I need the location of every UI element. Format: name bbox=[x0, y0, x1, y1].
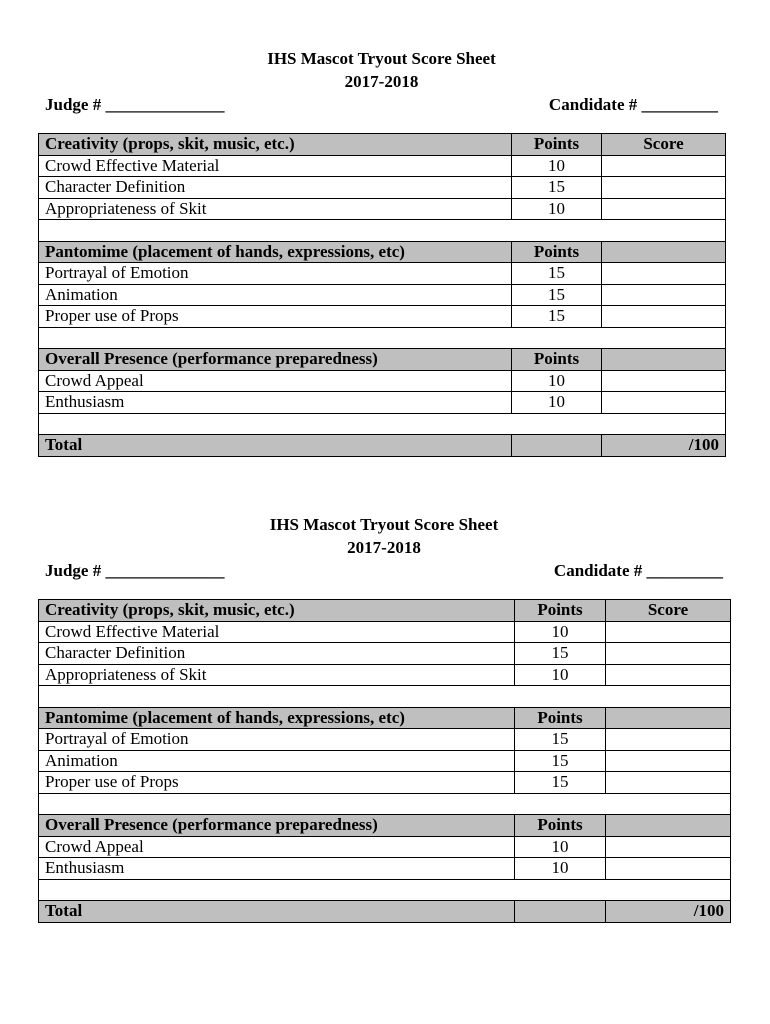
candidate-number-field[interactable]: Candidate # _________ bbox=[548, 95, 718, 114]
criterion-points: 15 bbox=[512, 263, 602, 285]
total-label: Total bbox=[39, 435, 512, 457]
score-sheet-2 bbox=[38, 513, 730, 923]
criterion-label: Crowd Effective Material bbox=[39, 155, 512, 177]
table-row bbox=[39, 370, 726, 392]
points-header: Points bbox=[512, 349, 602, 371]
spacer-cell bbox=[39, 879, 731, 901]
criterion-points: 15 bbox=[512, 306, 602, 328]
spacer-cell bbox=[39, 413, 726, 435]
score-header bbox=[602, 349, 726, 371]
section-header: Creativity (props, skit, music, etc.) bbox=[39, 134, 512, 156]
criterion-points: 10 bbox=[515, 664, 606, 686]
criterion-points: 10 bbox=[512, 392, 602, 414]
total-points-cell bbox=[515, 901, 606, 923]
section-header: Pantomime (placement of hands, expressions, etc) bbox=[39, 241, 512, 263]
score-entry-cell[interactable] bbox=[606, 664, 731, 686]
criterion-label: Proper use of Props bbox=[39, 772, 515, 794]
section-header: Creativity (props, skit, music, etc.) bbox=[39, 600, 515, 622]
spacer-cell bbox=[39, 327, 726, 349]
criterion-points: 15 bbox=[515, 750, 606, 772]
table-row bbox=[39, 836, 731, 858]
score-entry-cell[interactable] bbox=[606, 858, 731, 880]
score-header bbox=[606, 707, 731, 729]
total-value[interactable]: /100 bbox=[602, 435, 726, 457]
score-entry-cell[interactable] bbox=[606, 729, 731, 751]
criterion-label: Crowd Appeal bbox=[39, 836, 515, 858]
criterion-label: Portrayal of Emotion bbox=[39, 263, 512, 285]
sheet-title: IHS Mascot Tryout Score Sheet bbox=[267, 49, 496, 68]
score-entry-cell[interactable] bbox=[602, 392, 726, 414]
table-row bbox=[39, 664, 731, 686]
table-row bbox=[39, 729, 731, 751]
points-header: Points bbox=[512, 241, 602, 263]
score-table bbox=[38, 133, 726, 457]
criterion-points: 10 bbox=[512, 370, 602, 392]
spacer-row bbox=[39, 327, 726, 349]
criterion-label: Character Definition bbox=[39, 643, 515, 665]
judge-candidate-line bbox=[38, 559, 730, 585]
criterion-label: Animation bbox=[39, 284, 512, 306]
table-row bbox=[39, 263, 726, 285]
points-header: Points bbox=[515, 815, 606, 837]
total-row bbox=[39, 901, 731, 923]
criterion-label: Enthusiasm bbox=[39, 858, 515, 880]
score-entry-cell[interactable] bbox=[606, 772, 731, 794]
score-sheet-1 bbox=[38, 47, 725, 457]
criterion-label: Proper use of Props bbox=[39, 306, 512, 328]
score-entry-cell[interactable] bbox=[602, 177, 726, 199]
points-header: Points bbox=[512, 134, 602, 156]
score-entry-cell[interactable] bbox=[606, 643, 731, 665]
table-row bbox=[39, 858, 731, 880]
criterion-points: 15 bbox=[512, 177, 602, 199]
section-header-row bbox=[39, 600, 731, 622]
score-entry-cell[interactable] bbox=[602, 155, 726, 177]
spacer-cell bbox=[39, 220, 726, 242]
criterion-points: 10 bbox=[515, 836, 606, 858]
total-points-cell bbox=[512, 435, 602, 457]
criterion-points: 10 bbox=[515, 858, 606, 880]
score-table bbox=[38, 599, 731, 923]
criterion-label: Portrayal of Emotion bbox=[39, 729, 515, 751]
score-entry-cell[interactable] bbox=[606, 750, 731, 772]
section-header-row bbox=[39, 707, 731, 729]
score-header: Score bbox=[602, 134, 726, 156]
score-entry-cell[interactable] bbox=[602, 370, 726, 392]
sheet-year: 2017-2018 bbox=[347, 538, 421, 557]
criterion-label: Appropriateness of Skit bbox=[39, 198, 512, 220]
criterion-points: 10 bbox=[512, 198, 602, 220]
section-header: Overall Presence (performance preparedness) bbox=[39, 815, 515, 837]
criterion-points: 15 bbox=[512, 284, 602, 306]
sheet-title: IHS Mascot Tryout Score Sheet bbox=[269, 515, 499, 534]
points-header: Points bbox=[515, 707, 606, 729]
criterion-label: Animation bbox=[39, 750, 515, 772]
table-row bbox=[39, 621, 731, 643]
score-entry-cell[interactable] bbox=[602, 198, 726, 220]
table-row bbox=[39, 198, 726, 220]
candidate-number-field[interactable]: Candidate # _________ bbox=[553, 561, 723, 580]
criterion-label: Enthusiasm bbox=[39, 392, 512, 414]
criterion-points: 10 bbox=[515, 621, 606, 643]
table-row bbox=[39, 643, 731, 665]
criterion-points: 15 bbox=[515, 643, 606, 665]
spacer-row bbox=[39, 879, 731, 901]
judge-number-field[interactable]: Judge # ______________ bbox=[45, 561, 225, 580]
spacer-row bbox=[39, 686, 731, 708]
score-header bbox=[606, 815, 731, 837]
section-header-row bbox=[39, 134, 726, 156]
judge-candidate-line bbox=[38, 93, 725, 119]
section-header: Pantomime (placement of hands, expressions, etc) bbox=[39, 707, 515, 729]
score-entry-cell[interactable] bbox=[602, 306, 726, 328]
section-header-row bbox=[39, 815, 731, 837]
criterion-label: Crowd Appeal bbox=[39, 370, 512, 392]
criterion-label: Appropriateness of Skit bbox=[39, 664, 515, 686]
spacer-row bbox=[39, 793, 731, 815]
spacer-cell bbox=[39, 686, 731, 708]
table-row bbox=[39, 772, 731, 794]
criterion-points: 15 bbox=[515, 772, 606, 794]
score-entry-cell[interactable] bbox=[606, 621, 731, 643]
spacer-cell bbox=[39, 793, 731, 815]
criterion-points: 15 bbox=[515, 729, 606, 751]
table-row bbox=[39, 177, 726, 199]
spacer-row bbox=[39, 220, 726, 242]
section-header-row bbox=[39, 241, 726, 263]
spacer-row bbox=[39, 413, 726, 435]
points-header: Points bbox=[515, 600, 606, 622]
table-row bbox=[39, 750, 731, 772]
criterion-points: 10 bbox=[512, 155, 602, 177]
judge-number-field[interactable]: Judge # ______________ bbox=[45, 95, 225, 114]
total-value[interactable]: /100 bbox=[606, 901, 731, 923]
score-entry-cell[interactable] bbox=[602, 284, 726, 306]
table-row bbox=[39, 392, 726, 414]
score-header bbox=[602, 241, 726, 263]
score-entry-cell[interactable] bbox=[602, 263, 726, 285]
table-row bbox=[39, 155, 726, 177]
total-row bbox=[39, 435, 726, 457]
section-header: Overall Presence (performance preparedness) bbox=[39, 349, 512, 371]
score-entry-cell[interactable] bbox=[606, 836, 731, 858]
criterion-label: Character Definition bbox=[39, 177, 512, 199]
score-header: Score bbox=[606, 600, 731, 622]
total-label: Total bbox=[39, 901, 515, 923]
table-row bbox=[39, 284, 726, 306]
table-row bbox=[39, 306, 726, 328]
criterion-label: Crowd Effective Material bbox=[39, 621, 515, 643]
section-header-row bbox=[39, 349, 726, 371]
sheet-year: 2017-2018 bbox=[344, 72, 419, 91]
